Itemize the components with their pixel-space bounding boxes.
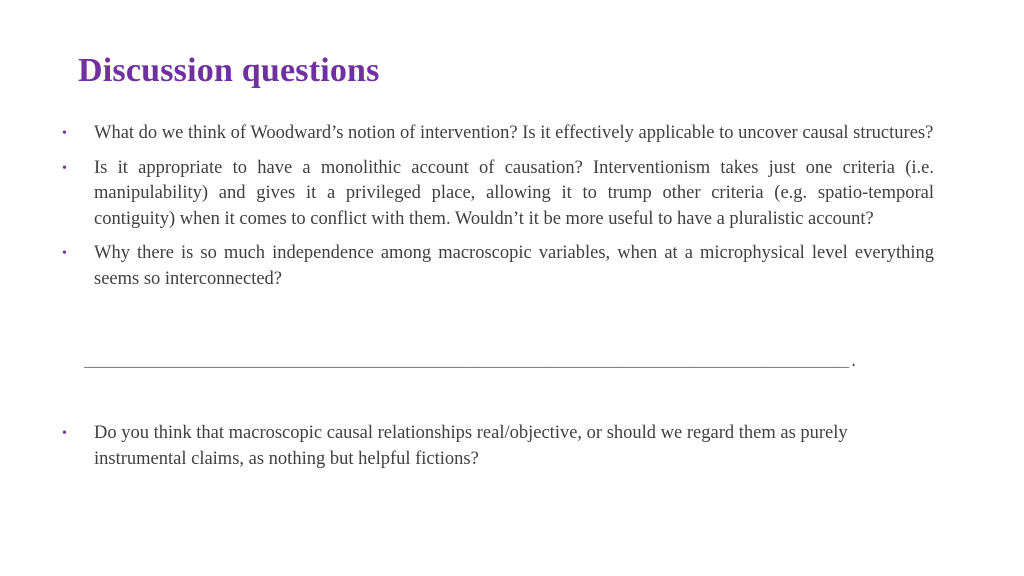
question-item bbox=[62, 421, 934, 472]
question-text: Do you think that macroscopic causal relationships real/objective, or should we regard them as purely instrumental claims, as nothing but helpful fictions? bbox=[94, 423, 848, 469]
question-list bbox=[62, 121, 934, 301]
bullet-icon: • bbox=[62, 160, 67, 176]
question-text: Is it appropriate to have a monolithic account of causation? Interventionism takes just one criteria (i.e. manipulability) and gives it a privileged place, allowing it to trump other criteria (e.g. spatio-temporal contiguity) when it comes to conflict with them. Wouldn’t it be more useful to have a pluralistic account? bbox=[94, 157, 934, 229]
bullet-icon: • bbox=[62, 426, 67, 441]
question-item bbox=[62, 241, 934, 292]
question-text: Why there is so much independence among macroscopic variables, when at a microphysical level everything seems so interconnected? bbox=[94, 243, 934, 289]
question-text: What do we think of Woodward’s notion of intervention? Is it effectively applicable to uncover causal structures? bbox=[94, 123, 934, 143]
slide-title: Discussion questions bbox=[78, 52, 380, 89]
question-item bbox=[62, 121, 934, 147]
dashed-divider: _____________________________________________________________________________________. bbox=[84, 355, 859, 371]
bullet-icon: • bbox=[62, 126, 67, 141]
bullet-icon: • bbox=[62, 246, 67, 261]
extra-question-list bbox=[62, 421, 934, 481]
question-item bbox=[62, 156, 934, 233]
